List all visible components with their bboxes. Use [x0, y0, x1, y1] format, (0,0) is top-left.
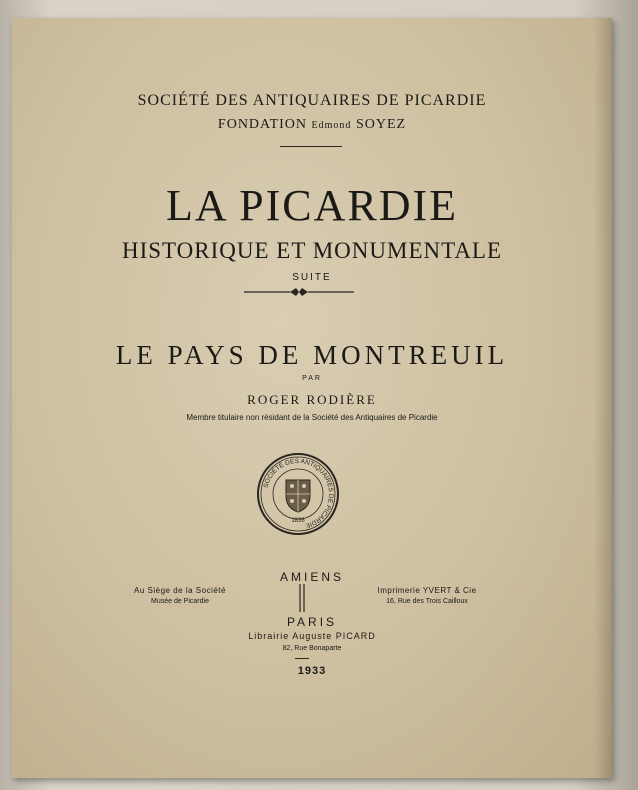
foundation-line	[12, 117, 612, 133]
ornament-divider	[244, 286, 354, 298]
society-name: SOCIÉTÉ DES ANTIQUAIRES DE PICARDIE	[137, 92, 487, 109]
subtitle: HISTORIQUE ET MONUMENTALE	[121, 238, 503, 263]
imprint-right	[352, 586, 502, 605]
publisher-address: 82, Rue Bonaparte	[282, 645, 342, 652]
work-title: LE PAYS DE MONTREUIL	[115, 340, 509, 370]
suite-label: SUITE	[292, 272, 332, 283]
imprint-city-paris: PARIS	[286, 615, 338, 629]
publisher-name: Librairie Auguste PICARD	[248, 631, 376, 641]
foundation-suffix: SOYEZ	[351, 117, 407, 132]
book-cover	[12, 18, 612, 778]
author-role: Membre titulaire non résidant de la Société des Antiquaires de Picardie	[186, 413, 438, 422]
year-rule	[295, 658, 309, 659]
foundation-name: Edmond	[311, 120, 352, 131]
museum-name: Musée de Picardie	[151, 598, 209, 605]
main-title: LA PICARDIE	[165, 181, 459, 230]
imprint-city-amiens: AMIENS	[279, 570, 344, 584]
society-seat: Au Siège de la Société	[134, 586, 226, 595]
imprint-left	[110, 586, 250, 605]
author-name: ROGER RODIÈRE	[247, 392, 377, 407]
publication-year: 1933	[297, 665, 327, 677]
seal-year: 1836	[291, 518, 305, 524]
imprint-separator	[297, 584, 307, 612]
header-rule	[280, 146, 342, 147]
printer-name: Imprimerie YVERT & Cie	[377, 586, 477, 595]
foundation-prefix: FONDATION	[217, 117, 312, 132]
printer-address: 16, Rue des Trois Cailloux	[386, 598, 468, 605]
par-label: PAR	[302, 375, 322, 382]
society-seal-icon	[256, 452, 340, 536]
seal-inscription: SOCIÉTÉ DES ANTIQUAIRES DE PICARDIE	[262, 457, 335, 530]
